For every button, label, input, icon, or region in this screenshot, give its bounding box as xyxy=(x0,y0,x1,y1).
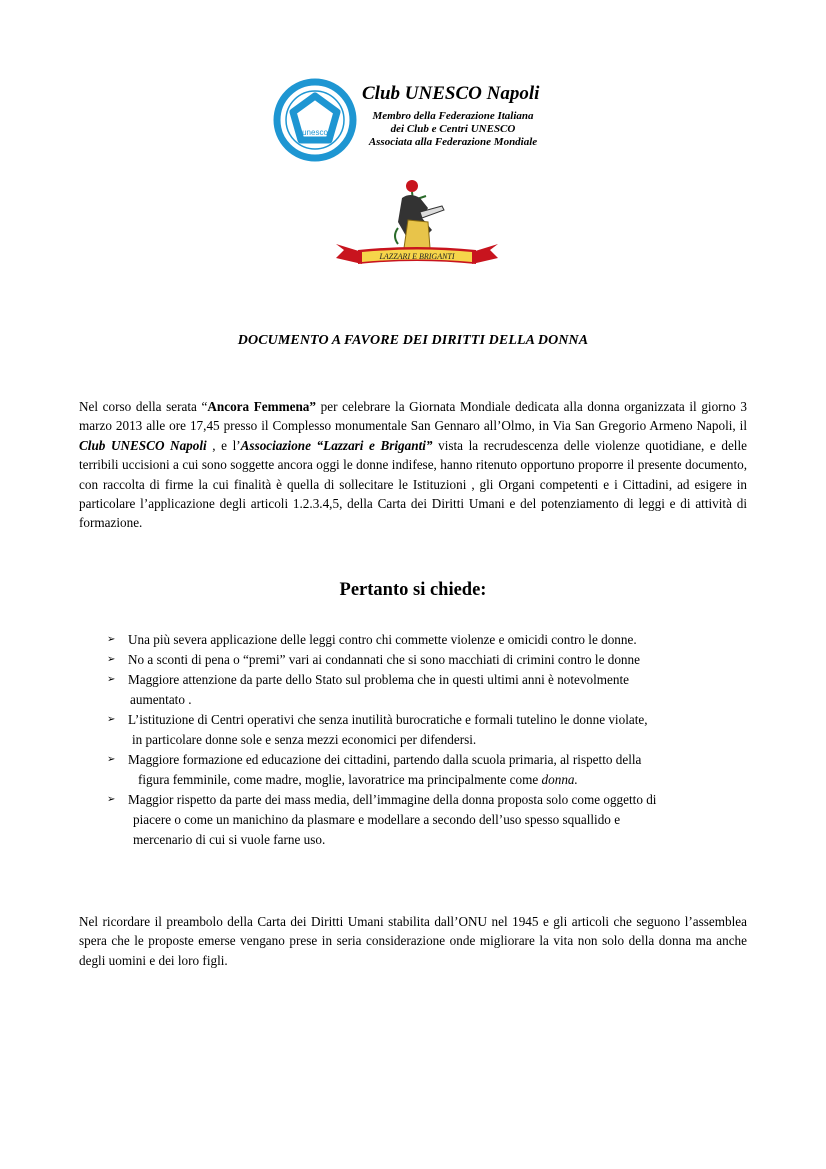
club-name: Club UNESCO Napoli xyxy=(362,83,540,104)
list-item-text-cont: aumentato . xyxy=(130,692,192,707)
arrow-bullet-icon: ➢ xyxy=(107,634,116,645)
list-item xyxy=(107,710,757,750)
list-item-text: Una più severa applicazione delle leggi contro chi commette violenze e omicidi contro le donne. xyxy=(128,632,637,647)
association-ref: Associazione “Lazzari e Briganti” xyxy=(240,437,433,453)
unesco-logo-icon xyxy=(270,78,360,162)
list-item-text: No a sconti di pena o “premi” vari ai condannati che si sono macchiati di crimini contro le donne xyxy=(128,652,640,667)
arrow-bullet-icon: ➢ xyxy=(107,674,116,685)
intro-text-1: Nel corso della serata “ xyxy=(79,399,208,414)
club-header-text xyxy=(358,82,578,149)
list-item-text-part: figura femminile, come madre, moglie, lavoratrice ma principalmente come xyxy=(138,772,542,787)
list-item xyxy=(107,790,757,850)
unesco-logo-label: unesco xyxy=(302,128,328,137)
list-item-text: Maggiore formazione ed educazione dei cittadini, partendo dalla scuola primaria, al rispetto della xyxy=(128,752,642,767)
list-item xyxy=(107,670,757,710)
intro-text-4: vista la recrudescenza delle violenze quotidiane, e delle terribili uccisioni a cui sono soggette ancora oggi le donne indifese, hanno ritenuto opportuno proporre il presente documento, con raccolta di firme la cui finalità è quella di sollecitare le Istituzioni , gli Organi competenti e i Cittadini, ad esigere in particolare l’applicazione degli articoli 1.2.3.4,5, della Carta dei Diritti Umani e del potenziamento di leggi e di attività di formazione. xyxy=(79,437,747,531)
list-item-text-cont xyxy=(128,770,757,790)
list-item-text-cont: in particolare donne sole e senza mezzi economici per difendersi. xyxy=(132,732,477,747)
list-item-text: L’istituzione di Centri operativi che senza inutilità burocratiche e formali tutelino le donne violate, xyxy=(128,712,648,727)
lazzari-briganti-logo-icon xyxy=(332,178,502,268)
list-item-text-cont: mercenario di cui si vuole farne uso. xyxy=(133,832,326,847)
list-item-emphasis: donna. xyxy=(541,772,578,787)
intro-text-3: , e l’ xyxy=(206,437,241,453)
event-name: Ancora Femmena” xyxy=(207,399,316,414)
arrow-bullet-icon: ➢ xyxy=(107,654,116,665)
club-subtitle-line3: Associata alla Federazione Mondiale xyxy=(368,136,538,148)
request-list xyxy=(107,630,757,850)
arrow-bullet-icon: ➢ xyxy=(107,754,116,765)
lazzari-banner-text: LAZZARI E BRIGANTI xyxy=(379,252,455,261)
list-item-text: Maggiore attenzione da parte dello Stato sul problema che in questi ultimi anni è notevolmente xyxy=(128,672,629,687)
list-item-text: Maggior rispetto da parte dei mass media, dell’immagine della donna proposta solo come oggetto di xyxy=(128,792,657,807)
list-item xyxy=(107,630,757,650)
list-item xyxy=(107,750,757,790)
arrow-bullet-icon: ➢ xyxy=(107,794,116,805)
intro-text-2: per celebrare la Giornata Mondiale dedicata alla donna organizzata il giorno 3 marzo 2013 alle ore 17,45 presso il Complesso monumentale San Gennaro all’Olmo, in Via San Gregorio Armeno Napoli, il xyxy=(79,399,747,434)
document-title: DOCUMENTO A FAVORE DEI DIRITTI DELLA DONNA xyxy=(237,333,589,348)
club-subtitle-line2: dei Club e Centri UNESCO xyxy=(390,123,516,135)
club-ref: Club UNESCO Napoli xyxy=(79,437,207,453)
list-item xyxy=(107,650,757,670)
section-heading: Pertanto si chiede: xyxy=(339,580,487,600)
club-subtitle-line1: Membro della Federazione Italiana xyxy=(372,110,534,122)
intro-paragraph xyxy=(79,397,747,533)
arrow-bullet-icon: ➢ xyxy=(107,714,116,725)
closing-paragraph: Nel ricordare il preambolo della Carta dei Diritti Umani stabilita dall’ONU nel 1945 e gli articoli che seguono l’assemblea spera che le proposte emerse vengano prese in seria considerazione onde migliorare la vita non solo della donna ma anche degli uomini e dei loro figli. xyxy=(79,914,747,968)
list-item-text-cont: piacere o come un manichino da plasmare e modellare a secondo dell’uso spesso squallido e xyxy=(133,812,621,827)
